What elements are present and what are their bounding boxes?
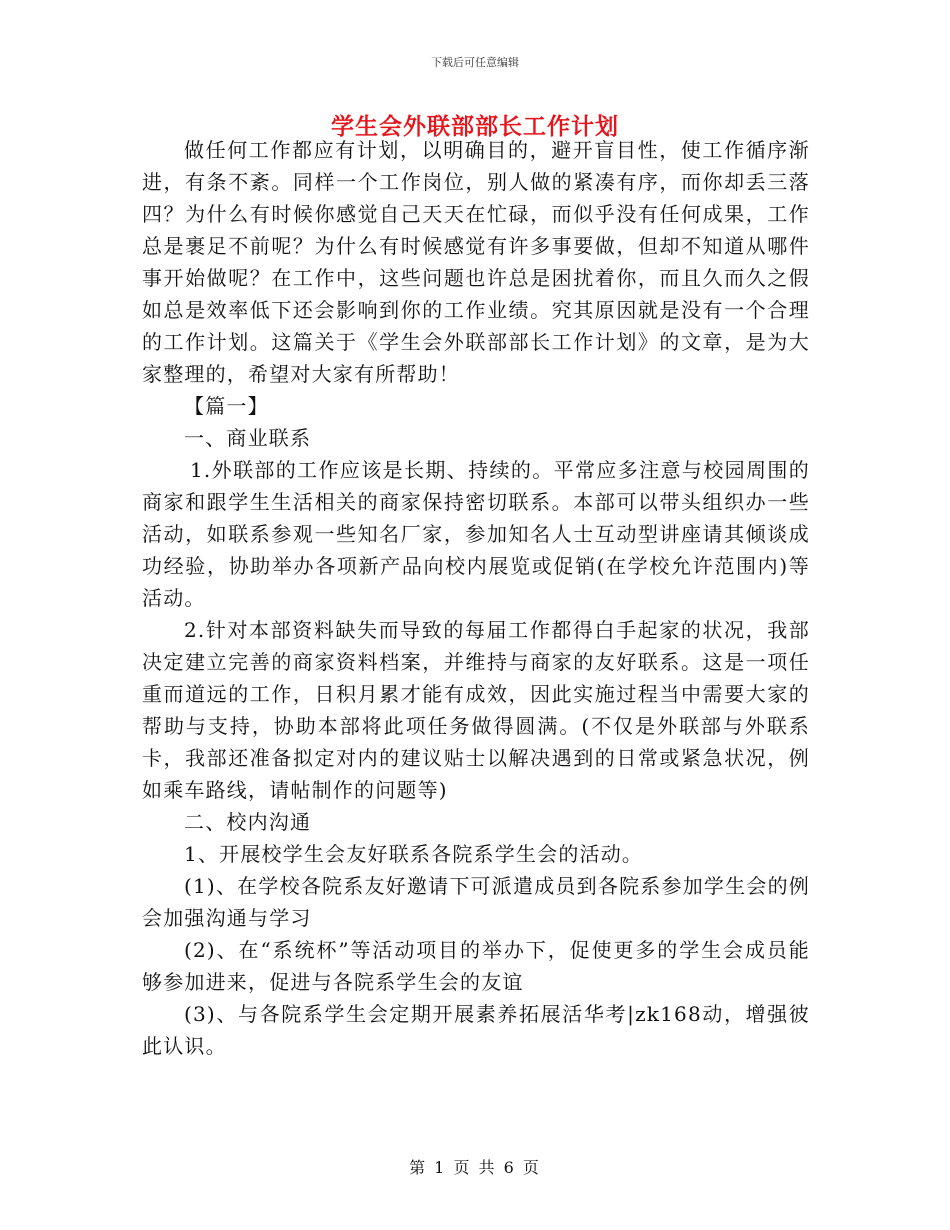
header-note: 下载后可任意编辑 <box>431 56 519 69</box>
business-item-2: 2.针对本部资料缺失而导致的每届工作都得白手起家的状况，我部决定建立完善的商家资料档案，并维持与商家的友好联系。这是一项任重而道远的工作，日积月累才能有成效，因此实施过程当中需要大家的帮助与支持，协助本部将此项任务做得圆满。(不仅是外联部与外联系卡，我部还准备拟定对内的建议贴士以解决遇到的日常或紧急状况，例如乘车路线，请帖制作的问题等) <box>142 618 810 802</box>
section-heading-part-one: 【篇一】 <box>184 394 269 418</box>
page-footer: 第 1 页 共 6 页 <box>409 1158 541 1177</box>
campus-subitem-1: (1)、在学校各院系友好邀请下可派遣成员到各院系参加学生会的例会加强沟通与学习 <box>142 874 810 930</box>
document-title: 学生会外联部部长工作计划 <box>331 113 619 140</box>
business-item-1: 1.外联部的工作应该是长期、持续的。平常应多注意与校园周围的商家和跟学生生活相关的商家保持密切联系。本部可以带头组织办一些活动，如联系参观一些知名厂家，参加知名人士互动型讲座请其倾谈成功经验，协助举办各项新产品向校内展览或促销(在学校允许范围内)等活动。 <box>142 458 810 610</box>
document-body <box>142 134 810 1062</box>
intro-paragraph: 做任何工作都应有计划，以明确目的，避开盲目性，使工作循序渐进，有条不紊。同样一个工作岗位，别人做的紧凑有序，而你却丢三落四？为什么有时候你感觉自己天天在忙碌，而似乎没有任何成果，工作总是裹足不前呢？为什么有时候感觉有许多事要做，但却不知道从哪件事开始做呢？在工作中，这些问题也许总是困扰着你，而且久而久之假如总是效率低下还会影响到你的工作业绩。究其原因就是没有一个合理的工作计划。这篇关于《学生会外联部部长工作计划》的文章，是为大家整理的，希望对大家有所帮助！ <box>142 138 810 386</box>
campus-item-1: 1、开展校学生会友好联系各院系学生会的活动。 <box>184 842 644 866</box>
campus-subitem-2: (2)、在“系统杯”等活动项目的举办下，促使更多的学生会成员能够参加进来，促进与各院系学生会的友谊 <box>142 938 810 994</box>
section-heading-business: 一、商业联系 <box>184 426 312 450</box>
section-heading-campus: 二、校内沟通 <box>184 810 312 834</box>
campus-subitem-3: (3)、与各院系学生会定期开展素养拓展活华考|zk168动，增强彼此认识。 <box>142 1002 810 1058</box>
